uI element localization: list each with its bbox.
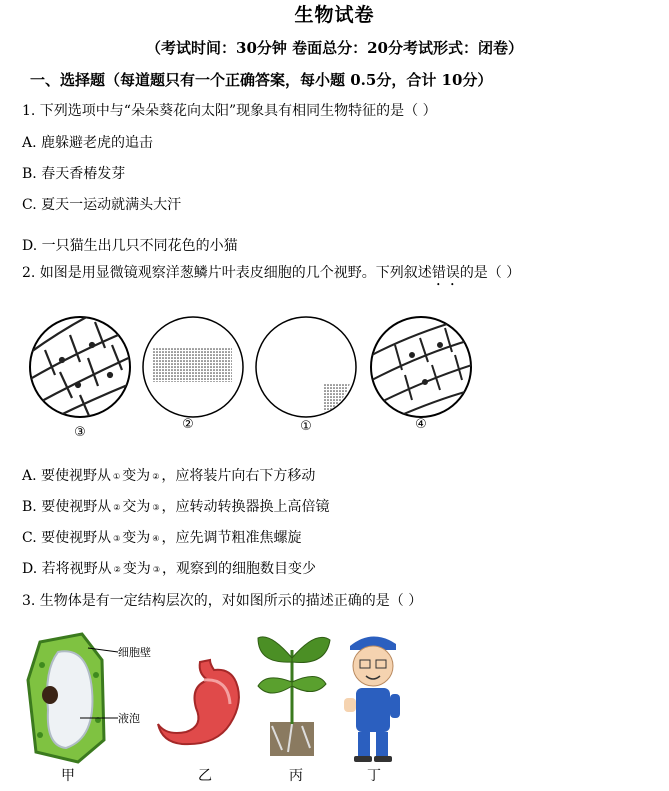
view-label-4: ④ — [415, 417, 427, 432]
q1-option-b: B. 春天香椿发芽 — [22, 166, 126, 182]
view-label-1: ① — [300, 419, 312, 434]
view-label-2: ② — [182, 417, 194, 432]
view-4-circle — [371, 317, 472, 420]
view-3-circle — [20, 310, 140, 425]
plant-illustration — [258, 637, 330, 756]
microscope-views-figure — [0, 300, 669, 440]
caption-yi: 乙 — [198, 768, 212, 784]
q2-option-c: C. 要使视野从 ③ 变为 ④ ，应先调节粗准焦螺旋 — [22, 530, 302, 546]
cell-wall-label: 细胞壁 — [118, 646, 151, 659]
caption-jia: 甲 — [61, 768, 75, 784]
stomach-illustration — [158, 660, 239, 744]
structure-levels-figure — [0, 620, 669, 791]
section-heading: 一、选择题（每道题只有一个正确答案，每小题 0.5分，合计 10分） — [30, 71, 493, 89]
exam-info: （考试时间：30分钟 卷面总分：20分考试形式：闭卷） — [146, 39, 523, 57]
view-label-3: ③ — [74, 425, 86, 440]
question-3-stem: 3. 生物体是有一定结构层次的，对如图所示的描述正确的是（ ） — [22, 593, 423, 609]
view-2-circle — [143, 317, 243, 417]
q1-option-a: A. 鹿躲避老虎的追击 — [22, 135, 154, 151]
emphasis-wrong: 错误 — [431, 265, 460, 281]
q2-option-a: A. 要使视野从 ① 变为 ② ，应将装片向右下方移动 — [22, 468, 316, 484]
page-title: 生物试卷 — [294, 4, 375, 26]
caption-ding: 丁 — [367, 768, 381, 784]
boy-illustration — [344, 636, 400, 762]
question-2-stem: 2. 如图是用显微镜观察洋葱鳞片叶表皮细胞的几个视野。下列叙述错误的是（ ） — [22, 265, 521, 281]
question-1-stem: 1. 下列选项中与“朵朵葵花向太阳”现象具有相同生物特征的是（ ） — [22, 103, 437, 119]
q2-option-b: B. 要使视野从 ② 交为 ③ ，应转动转换器换上高倍镜 — [22, 499, 330, 515]
q1-option-d: D. 一只猫生出几只不同花色的小猫 — [22, 238, 238, 254]
plant-cell-illustration — [28, 634, 118, 762]
caption-bing: 丙 — [289, 768, 303, 784]
q1-option-c: C. 夏天一运动就满头大汗 — [22, 197, 182, 213]
q2-option-d: D. 若将视野从 ② 变为 ③ ，观察到的细胞数目变少 — [22, 561, 316, 577]
view-1-circle — [256, 317, 356, 417]
vacuole-label: 液泡 — [118, 712, 140, 725]
